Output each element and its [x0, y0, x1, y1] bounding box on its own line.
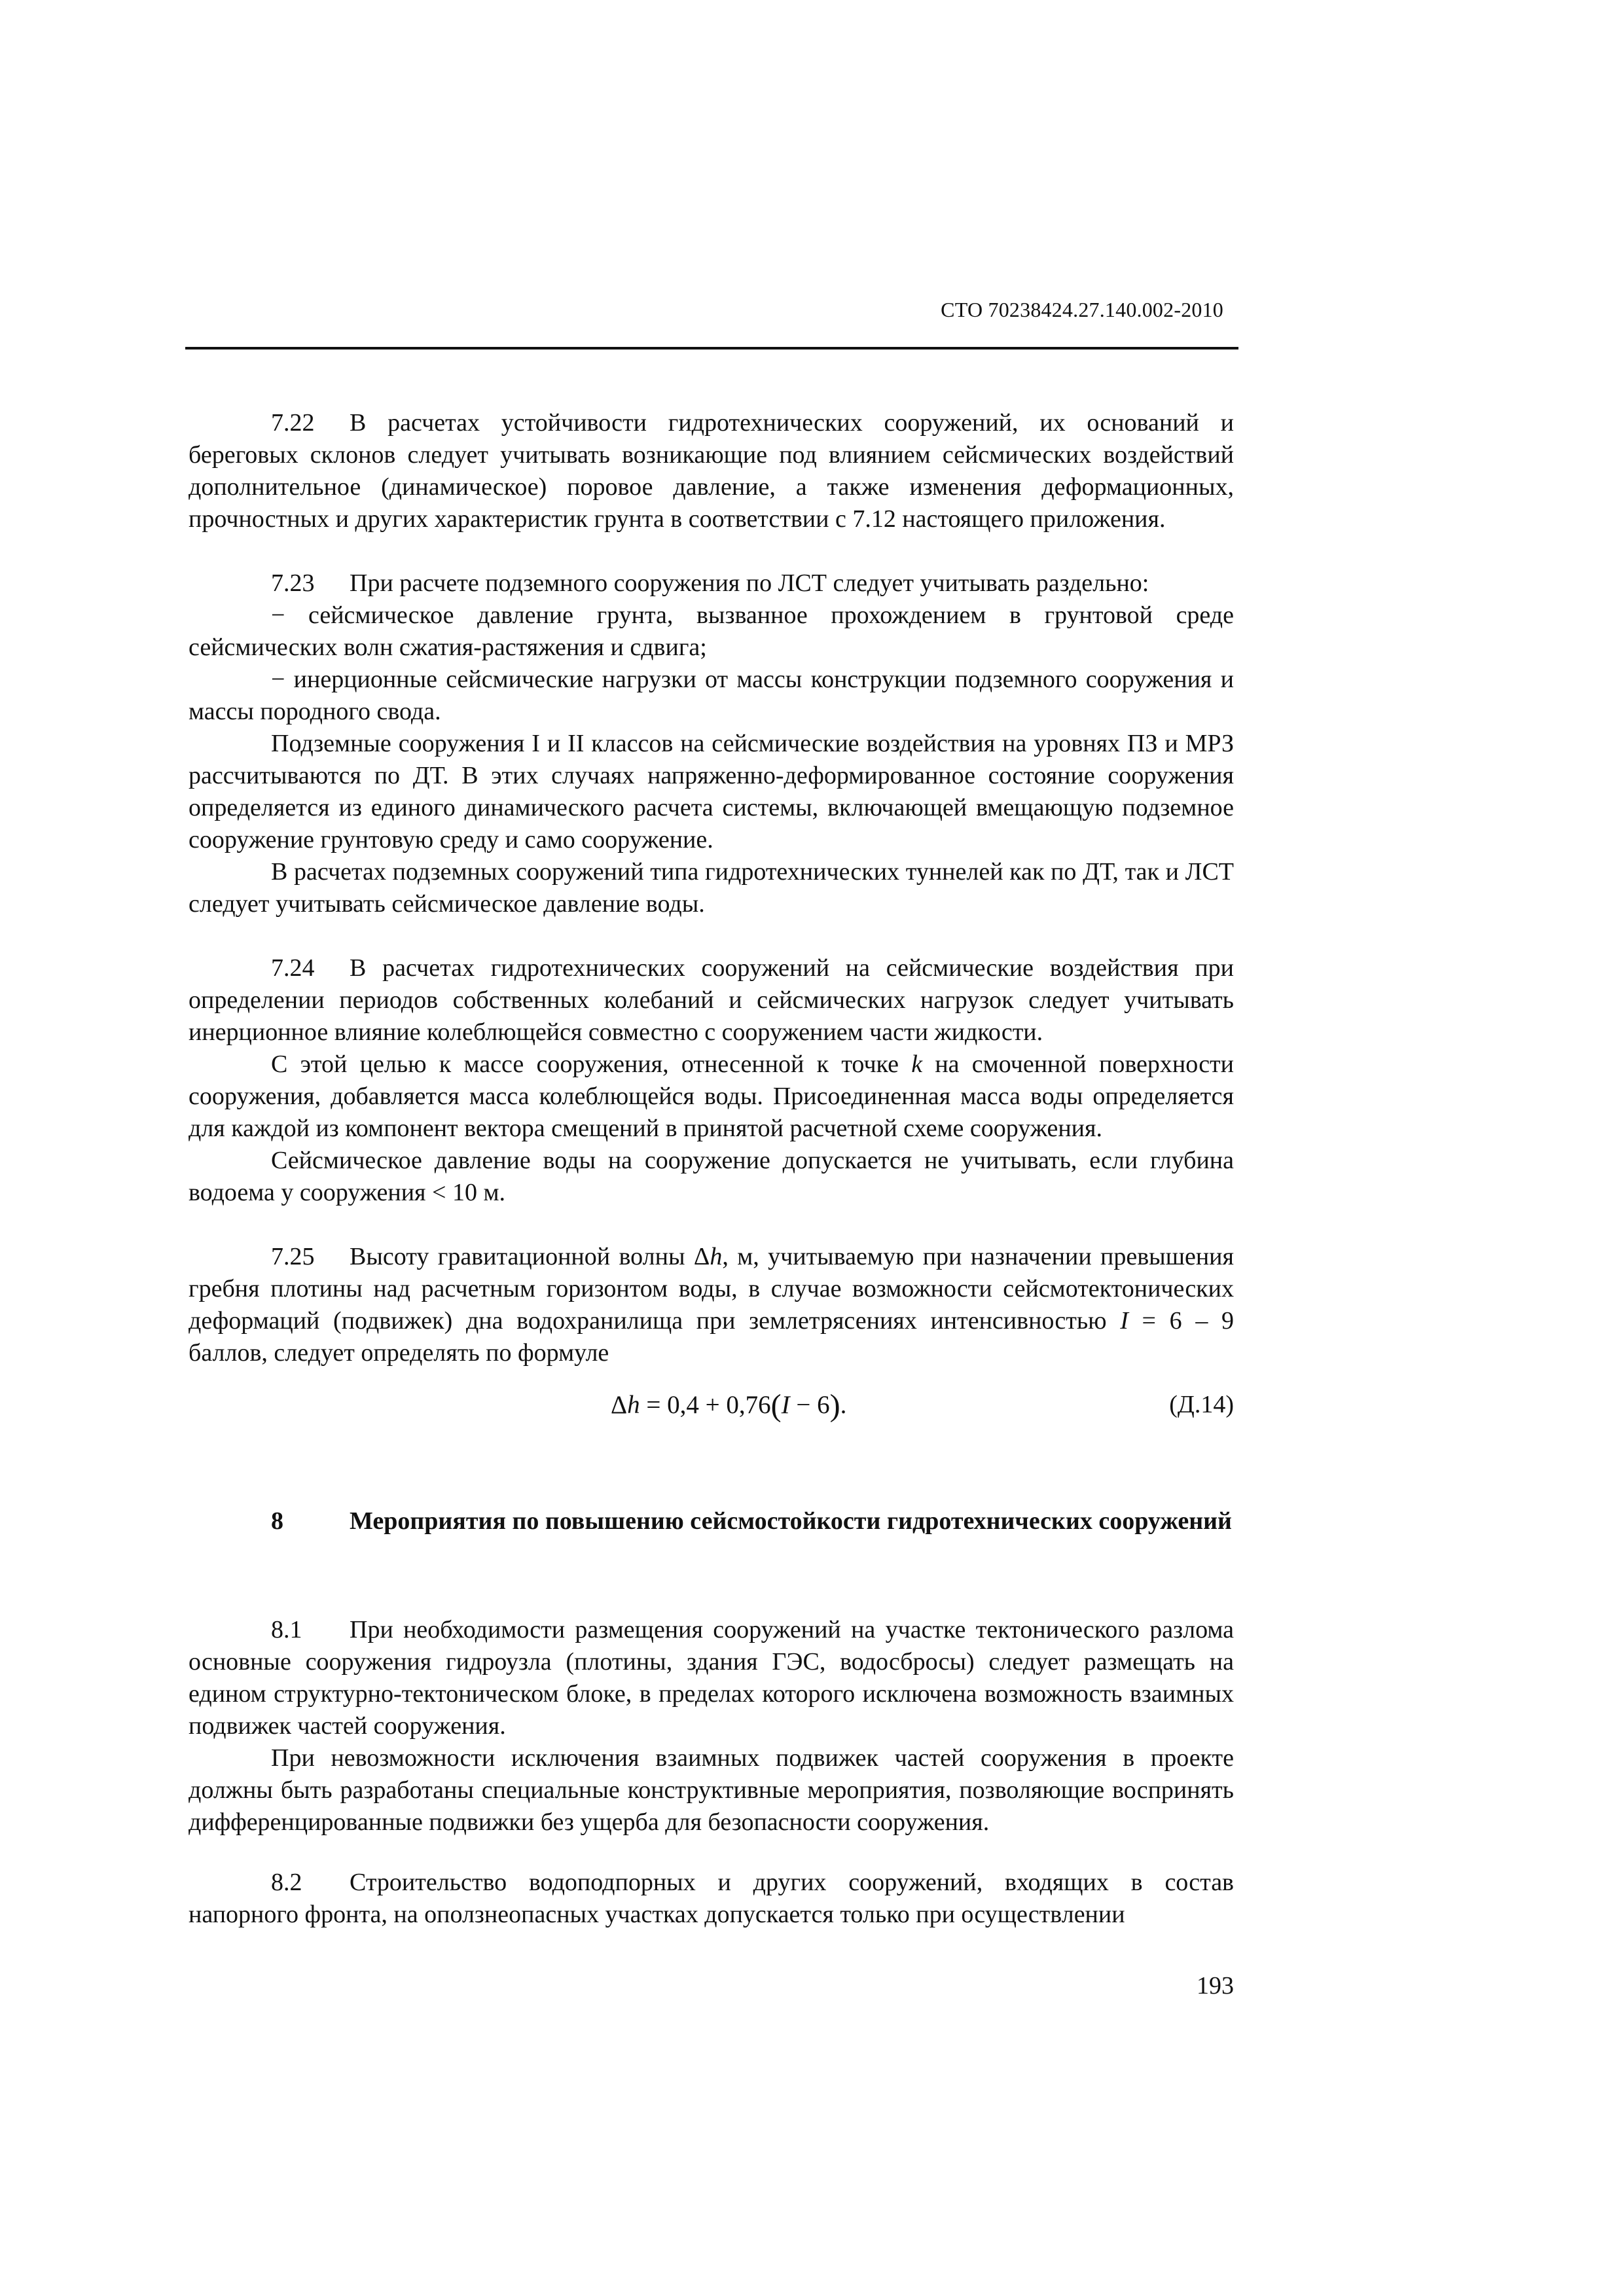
- formula-delta: Δ: [611, 1391, 628, 1419]
- page-number: 193: [1197, 1972, 1234, 2000]
- section-heading-8: [189, 1505, 1234, 1537]
- section-title: Мероприятия по повышению сейсмостойкости гидротехнических сооружений: [350, 1507, 1232, 1535]
- list-item: − инерционные сейсмические нагрузки от массы конструкции подземного сооружения и массы породного свода.: [189, 666, 1234, 725]
- text-run: на смоченной поверхности сооружения, добавляется масса колеблющейся воды. Присоединенная масса воды определяется для каждой из компонент вектора смещений в принятой расчетной схеме сооружения.: [189, 1050, 1234, 1142]
- variable-k: k: [911, 1050, 923, 1078]
- paragraph-7-23: [189, 567, 1234, 600]
- paragraph-8-2: [189, 1867, 1234, 1931]
- paragraph-8-1: [189, 1614, 1234, 1742]
- text-run: = 6 – 9 баллов, следует определять по формуле: [189, 1307, 1234, 1367]
- clause-number: 8.1: [271, 1616, 302, 1643]
- paragraph: В расчетах подземных сооружений типа гидротехнических туннелей как по ДТ, так и ЛСТ следует учитывать сейсмическое давление воды.: [189, 858, 1234, 918]
- paragraph-7-22: [189, 407, 1234, 535]
- paragraph-7-24: [189, 952, 1234, 1049]
- formula-term: − 6: [789, 1391, 830, 1419]
- clause-number: 7.25: [271, 1243, 315, 1270]
- clause-text: При расчете подземного сооружения по ЛСТ следует учитывать раздельно:: [350, 569, 1149, 597]
- document-body: [189, 407, 1234, 1931]
- paragraph: Подземные сооружения I и II классов на сейсмические воздействия на уровнях ПЗ и МРЗ рассчитываются по ДТ. В этих случаях напряженно-деформированное состояние сооружения определяется из единого динамического расчета системы, включающей вмещающую подземное сооружение грунтовую среду и само сооружение.: [189, 730, 1234, 853]
- formula-row: [189, 1389, 1234, 1427]
- formula-d14: [611, 1389, 846, 1422]
- clause-number: 8.2: [271, 1869, 302, 1896]
- formula-coefficients: = 0,4 + 0,76: [640, 1391, 771, 1419]
- formula-variable-h: h: [627, 1391, 640, 1419]
- formula-number: (Д.14): [1169, 1391, 1234, 1418]
- paragraph: Сейсмическое давление воды на сооружение допускается не учитывать, если глубина водоема у сооружения < 10 м.: [189, 1147, 1234, 1206]
- text-run: , м, учитываемую при назначении превышения гребня плотины над расчетным горизонтом воды, в случае возможности сейсмотектонических деформаций (подвижек) дна водохранилища при землетрясениях интенсивностью: [189, 1243, 1234, 1335]
- clause-number: 7.24: [271, 954, 315, 982]
- clause-text: При необходимости размещения сооружений на участке тектонического разлома основные сооружения гидроузла (плотины, здания ГЭС, водосбросы) следует размещать на едином структурно-тектоническом блоке, в пределах которого исключена возможность взаимных подвижек частей сооружения.: [189, 1616, 1234, 1740]
- clause-text: Строительство водоподпорных и других сооружений, входящих в состав напорного фронта, на оползнеопасных участках допускается только при осуществлении: [189, 1869, 1234, 1928]
- paragraph: При невозможности исключения взаимных подвижек частей сооружения в проекте должны быть разработаны специальные конструктивные мероприятия, позволяющие воспринять дифференцированные подвижки без ущерба для безопасности сооружения.: [189, 1744, 1234, 1836]
- text-run: С этой целью к массе сооружения, отнесенной к точке: [271, 1050, 912, 1078]
- formula-paren-close: ): [829, 1388, 840, 1423]
- formula-period: .: [840, 1391, 847, 1419]
- paragraph-7-25: [189, 1241, 1234, 1369]
- clause-text: В расчетах гидротехнических сооружений на сейсмические воздействия при определении периодов собственных колебаний и сейсмических нагрузок следует учитывать инерционное влияние колеблющейся совместно с сооружением части жидкости.: [189, 954, 1234, 1046]
- paragraph: [189, 1049, 1234, 1145]
- clause-number: 7.22: [271, 409, 315, 437]
- variable-h: h: [710, 1243, 723, 1270]
- text-run: Высоту гравитационной волны Δ: [350, 1243, 710, 1270]
- header-rule: [185, 347, 1238, 350]
- document-code: СТО 70238424.27.140.002-2010: [941, 298, 1223, 321]
- list-item: − сейсмическое давление грунта, вызванное прохождением в грунтовой среде сейсмических волн сжатия-растяжения и сдвига;: [189, 601, 1234, 661]
- formula-variable-i: I: [781, 1391, 790, 1419]
- variable-i: I: [1120, 1307, 1128, 1335]
- formula-paren-open: (: [770, 1388, 782, 1423]
- clause-text: В расчетах устойчивости гидротехнических сооружений, их оснований и береговых склонов следует учитывать возникающие под влиянием сейсмических воздействий дополнительное (динамическое) поровое давление, а также изменения деформационных, прочностных и других характеристик грунта в соответствии с 7.12 настоящего приложения.: [189, 409, 1234, 533]
- clause-number: 7.23: [271, 569, 315, 597]
- section-number: 8: [271, 1507, 283, 1535]
